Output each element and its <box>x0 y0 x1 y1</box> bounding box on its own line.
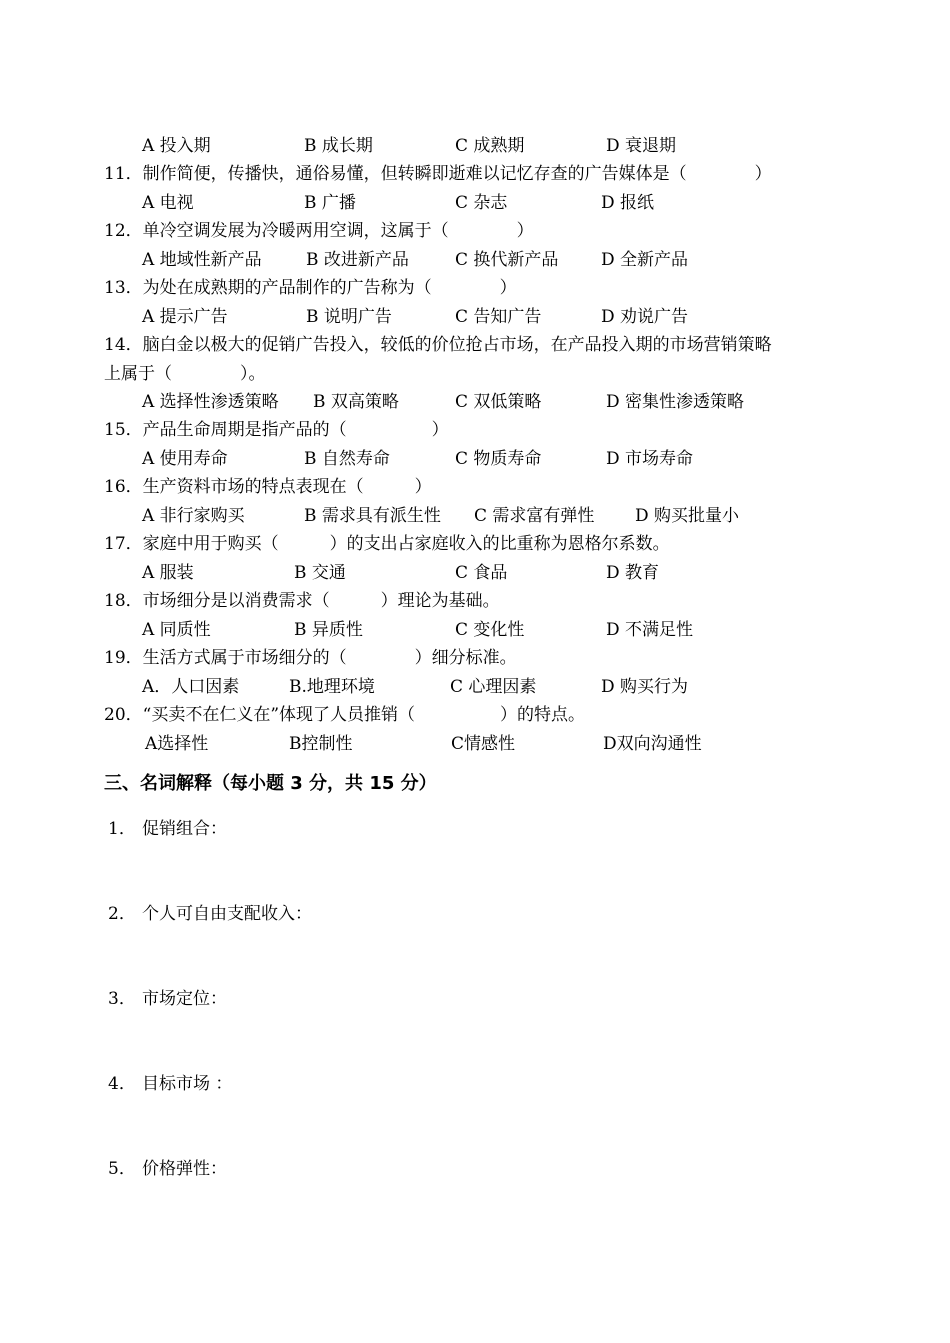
q17-option-d: D 教育 <box>606 563 660 583</box>
question-15 <box>104 420 449 440</box>
q10-option-b: B 成长期 <box>304 136 373 156</box>
term-number: 5． <box>108 1159 136 1179</box>
term-item <box>108 989 227 1009</box>
question-11 <box>104 164 772 184</box>
q12-option-d: D 全新产品 <box>601 250 689 270</box>
term-number: 2． <box>108 904 136 924</box>
q16-option-c: C 需求富有弹性 <box>474 506 595 526</box>
question-text: 产品生命周期是指产品的（ ） <box>142 420 449 440</box>
q20-option-a: A选择性 <box>145 734 209 754</box>
question-17 <box>104 534 670 554</box>
q15-option-d: D 市场寿命 <box>606 449 694 469</box>
q18-option-a: A 同质性 <box>142 620 211 640</box>
question-text: 制作简便，传播快，通俗易懂，但转瞬即逝难以记忆存查的广告媒体是（ ） <box>142 164 772 184</box>
term-text: 目标市场 ： <box>142 1074 233 1094</box>
q14-option-d: D 密集性渗透策略 <box>606 392 745 412</box>
question-14 <box>104 335 772 355</box>
question-number: 17． <box>104 534 143 554</box>
q11-option-b: B 广播 <box>304 193 356 213</box>
q16-option-a: A 非行家购买 <box>142 506 245 526</box>
term-text: 促销组合： <box>142 819 227 839</box>
question-16 <box>104 477 432 497</box>
q10-option-a: A 投入期 <box>142 136 211 156</box>
q15-option-c: C 物质寿命 <box>455 449 542 469</box>
q18-option-c: C 变化性 <box>455 620 525 640</box>
term-text: 个人可自由支配收入： <box>142 904 312 924</box>
question-text: 生活方式属于市场细分的（ ）细分标准。 <box>142 648 517 668</box>
question-text: 脑白金以极大的促销广告投入，较低的价位抢占市场，在产品投入期的市场营销策略 <box>142 335 772 355</box>
q13-option-b: B 说明广告 <box>306 307 392 327</box>
q17-option-c: C 食品 <box>455 563 508 583</box>
q14-option-c: C 双低策略 <box>455 392 542 412</box>
q19-option-c: C 心理因素 <box>450 677 537 697</box>
q11-option-d: D 报纸 <box>601 193 655 213</box>
q11-option-a: A 电视 <box>142 193 194 213</box>
question-text: 单冷空调发展为冷暖两用空调，这属于（ ） <box>142 221 534 241</box>
question-number: 15． <box>104 420 143 440</box>
q19-option-a: A．人口因素 <box>142 677 240 697</box>
q13-option-d: D 劝说广告 <box>601 307 689 327</box>
question-20 <box>104 705 585 725</box>
q10-option-d: D 衰退期 <box>606 136 677 156</box>
question-number: 16． <box>104 477 143 497</box>
q15-option-b: B 自然寿命 <box>304 449 390 469</box>
question-number: 19． <box>104 648 143 668</box>
question-18 <box>104 591 500 611</box>
question-text: 生产资料市场的特点表现在（ ） <box>142 477 432 497</box>
q17-option-b: B 交通 <box>294 563 346 583</box>
q13-option-c: C 告知广告 <box>455 307 542 327</box>
question-text: “买卖不在仁义在”体现了人员推销（ ）的特点。 <box>142 705 586 725</box>
q15-option-a: A 使用寿命 <box>142 449 228 469</box>
term-number: 4． <box>108 1074 136 1094</box>
q19-option-d: D 购买行为 <box>601 677 689 697</box>
q12-option-a: A 地域性新产品 <box>142 250 262 270</box>
question-number: 11． <box>104 164 143 184</box>
term-item <box>108 819 227 839</box>
term-text: 价格弹性： <box>142 1159 227 1179</box>
q12-option-c: C 换代新产品 <box>455 250 559 270</box>
q17-option-a: A 服装 <box>142 563 194 583</box>
q19-option-b: B.地理环境 <box>289 677 375 697</box>
term-item <box>108 1159 227 1179</box>
question-number: 18． <box>104 591 143 611</box>
q18-option-d: D 不满足性 <box>606 620 694 640</box>
q11-option-c: C 杂志 <box>455 193 508 213</box>
question-text: 为处在成熟期的产品制作的广告称为（ ） <box>142 278 517 298</box>
q20-option-c: C情感性 <box>451 734 516 754</box>
q20-option-b: B控制性 <box>289 734 353 754</box>
question-12 <box>104 221 534 241</box>
section-title-term-explanation: 三、名词解释（每小题 3 分，共 15 分） <box>104 773 437 794</box>
question-text: 市场细分是以消费需求（ ）理论为基础。 <box>142 591 500 611</box>
question-text: 家庭中用于购买（ ）的支出占家庭收入的比重称为恩格尔系数。 <box>142 534 670 554</box>
question-number: 20． <box>104 705 143 725</box>
q14-option-b: B 双高策略 <box>313 392 399 412</box>
q14-option-a: A 选择性渗透策略 <box>142 392 279 412</box>
question-number: 12． <box>104 221 143 241</box>
q16-option-b: B 需求具有派生性 <box>304 506 441 526</box>
q20-option-d: D双向沟通性 <box>603 734 702 754</box>
question-13 <box>104 278 517 298</box>
question-19 <box>104 648 517 668</box>
term-item <box>108 904 312 924</box>
term-number: 1． <box>108 819 136 839</box>
q10-option-c: C 成熟期 <box>455 136 525 156</box>
q12-option-b: B 改进新产品 <box>306 250 409 270</box>
question-number: 14． <box>104 335 143 355</box>
question-number: 13． <box>104 278 143 298</box>
q16-option-d: D 购买批量小 <box>635 506 740 526</box>
term-item <box>108 1074 232 1094</box>
question-14-continuation: 上属于（ ）。 <box>104 364 266 384</box>
q18-option-b: B 异质性 <box>294 620 363 640</box>
term-number: 3． <box>108 989 136 1009</box>
q13-option-a: A 提示广告 <box>142 307 228 327</box>
term-text: 市场定位： <box>142 989 227 1009</box>
